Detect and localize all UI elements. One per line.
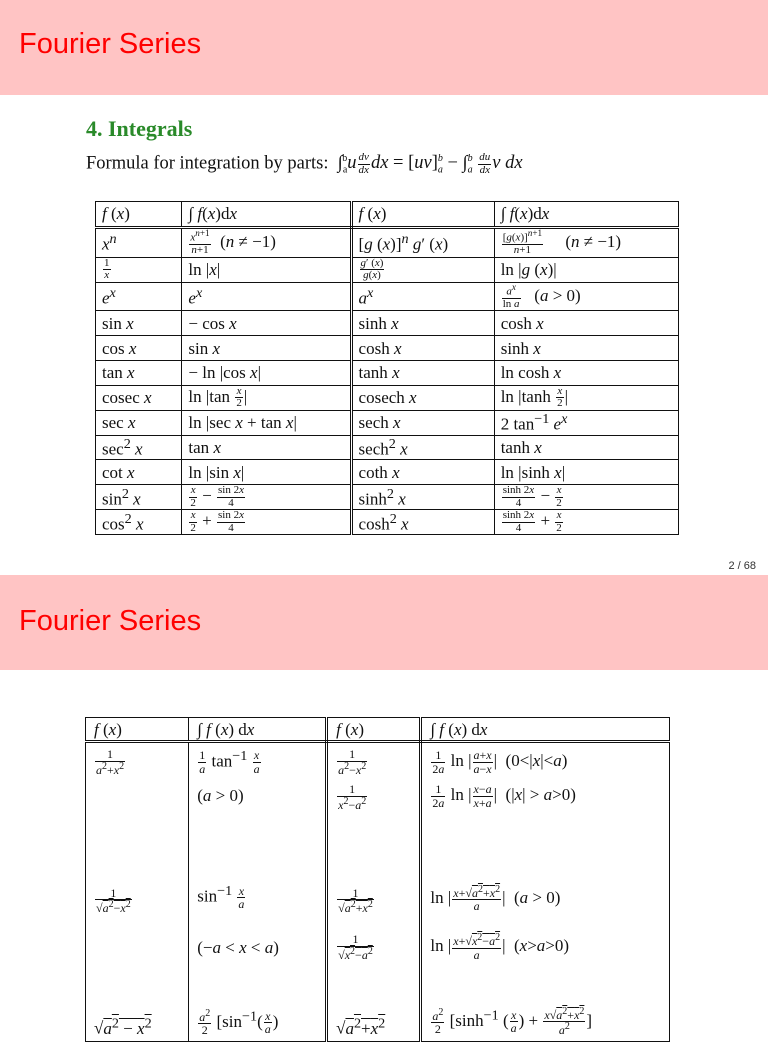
table-cell: sin x xyxy=(182,336,351,361)
table-cell: coth x xyxy=(351,460,494,485)
table-cell: $e^x$ xyxy=(182,282,351,311)
table-cell: cosh x xyxy=(494,311,678,336)
header-cell: f (x) xyxy=(96,202,182,228)
table-cell: $\frac{g' (x)}{g(x)}$ xyxy=(351,257,494,282)
table-cell: $\frac{x}{2}$ + $\frac{\sin 2x}{4}$ xyxy=(182,510,351,535)
table-cell: ln |sec x + tan x| xyxy=(182,410,351,435)
table-cell: $\sinh^2 x$ xyxy=(351,485,494,510)
table-row xyxy=(86,993,670,1042)
table-header-row xyxy=(96,202,679,228)
table-cell: $\frac{[g(x)]^{n+1}}{n+1}$ (n ≠ −1) xyxy=(494,227,678,257)
table-row xyxy=(96,510,679,535)
table-cell: $√a^2+x^2$ xyxy=(327,993,421,1042)
table-row xyxy=(96,227,679,257)
table-cell: $\frac{a^2}{2}$ [$\sin^{-1}$( $\frac{x}{a}$ ) xyxy=(189,993,327,1042)
table-cell: ln |sin x| xyxy=(182,460,351,485)
table-cell: $\sin^{-1}$ $\frac{x}{a}$ xyxy=(189,827,327,929)
formula-prefix: Formula for integration by parts: xyxy=(86,153,329,174)
table-row xyxy=(96,282,679,311)
table-cell: $\cosh^2 x$ xyxy=(351,510,494,535)
table-cell: $\frac{1}{√x^2-a^2}$ xyxy=(327,929,421,993)
header-cell: ∫ f(x)dx xyxy=(494,202,678,228)
table-cell: ln |tan $\frac{x}{2}$ | xyxy=(182,385,351,410)
table-header-row xyxy=(86,718,670,742)
table-cell: $x^n$ xyxy=(96,227,182,257)
table-row xyxy=(86,781,670,827)
table-cell: $\frac{a^x}{\text{ln a}}$ (a > 0) xyxy=(494,282,678,311)
table-cell: $\frac{1}{x^2-a^2}$ xyxy=(327,781,421,827)
table-cell: ln |tanh $\frac{x}{2}$ | xyxy=(494,385,678,410)
table-cell: $e^x$ xyxy=(96,282,182,311)
integrals-table-1 xyxy=(95,201,679,535)
table-cell: $\frac{1}{2a}$ ln | $\frac{x-a}{x+a}$ | (|x| > a>0) xyxy=(421,781,670,827)
table-row xyxy=(96,435,679,460)
section-title: 4. Integrals xyxy=(86,116,193,141)
table-cell: cosec x xyxy=(96,385,182,410)
table-cell: $\frac{a^2}{2}$ [$\sinh^{-1}$ ( $\frac{x}{a}$ ) + $\frac{x√a^2+x^2}{a^2}$ ] xyxy=(421,993,670,1042)
table-cell: sech$^2$ x xyxy=(351,435,494,460)
table-cell: cos x xyxy=(96,336,182,361)
table-row xyxy=(96,485,679,510)
table-row xyxy=(96,410,679,435)
table-cell: ln |sinh x| xyxy=(494,460,678,485)
table-cell: cosh x xyxy=(351,336,494,361)
slide-header xyxy=(0,575,768,670)
integrals-table-2 xyxy=(85,717,670,1042)
table-cell: sec x xyxy=(96,410,182,435)
table-cell: (a > 0) xyxy=(189,781,327,827)
table-row xyxy=(96,385,679,410)
table-cell xyxy=(86,929,189,993)
table-cell: cot x xyxy=(96,460,182,485)
table-cell: $\frac{x}{2}$ − $\frac{\sin 2x}{4}$ xyxy=(182,485,351,510)
table-cell xyxy=(86,781,189,827)
table-cell: $\frac{1}{a^2+x^2}$ xyxy=(86,742,189,782)
table-cell: sinh x xyxy=(494,336,678,361)
table-cell: 2 $\tan^{-1} e^x$ xyxy=(494,410,678,435)
table-row xyxy=(96,460,679,485)
table-cell: $\cos^2 x$ xyxy=(96,510,182,535)
header-cell: f (x) xyxy=(351,202,494,228)
page-number: 2 / 68 xyxy=(728,560,756,572)
header-cell: ∫ f(x)dx xyxy=(182,202,351,228)
table-cell: − cos x xyxy=(182,311,351,336)
header-cell: f (x) xyxy=(86,718,189,742)
table-cell: − ln |cos x| xyxy=(182,360,351,385)
table-row xyxy=(86,742,670,782)
table-cell: cosech x xyxy=(351,385,494,410)
table-row xyxy=(86,827,670,929)
slide-header xyxy=(0,0,768,95)
table-cell: $\frac{\sinh 2x}{4}$ + $\frac{x}{2}$ xyxy=(494,510,678,535)
table-cell: $\frac{1}{a}$ $\tan^{-1}$ $\frac{x}{a}$ xyxy=(189,742,327,782)
table-cell: $\sin^2 x$ xyxy=(96,485,182,510)
table-cell: tan x xyxy=(96,360,182,385)
table-cell: $\frac{x^{n+1}}{n+1}$ (n ≠ −1) xyxy=(182,227,351,257)
table-cell: tanh x xyxy=(351,360,494,385)
table-cell: $\frac{1}{2a}$ ln | $\frac{a+x}{a-x}$ | (0<|x|<a) xyxy=(421,742,670,782)
table-cell: $\frac{1}{x}$ xyxy=(96,257,182,282)
formula-math: $\int_a^bu$ $\frac{dv}{dx}$ dx = $[uv]_a^b - \int_a^b$ $\frac{du}{dx}$ v dx xyxy=(333,151,523,176)
table-row xyxy=(96,360,679,385)
table-cell: ln |x| xyxy=(182,257,351,282)
table-cell: $\frac{\sinh 2x}{4}$ − $\frac{x}{2}$ xyxy=(494,485,678,510)
table-cell: tanh x xyxy=(494,435,678,460)
table-row xyxy=(96,257,679,282)
table-cell: (−a < x < a) xyxy=(189,929,327,993)
table-cell: $\frac{1}{√a^2+x^2}$ xyxy=(327,827,421,929)
header-cell: ∫ f (x) dx xyxy=(421,718,670,742)
table-cell: $\frac{1}{√a^2-x^2}$ xyxy=(86,827,189,929)
table-cell: ln | $\frac{x+√x^2-a^2}{a}$ | (x>a>0) xyxy=(421,929,670,993)
table-row xyxy=(96,336,679,361)
table-cell: $\sec^2 x$ xyxy=(96,435,182,460)
table-cell: ln |g (x)| xyxy=(494,257,678,282)
table-cell: sinh x xyxy=(351,311,494,336)
table-cell: $a^x$ xyxy=(351,282,494,311)
table-cell: ln cosh x xyxy=(494,360,678,385)
table-cell: sin x xyxy=(96,311,182,336)
table-cell: tan x xyxy=(182,435,351,460)
integration-by-parts-formula xyxy=(86,152,523,176)
slide-title: Fourier Series xyxy=(19,605,202,637)
table-row xyxy=(86,929,670,993)
header-cell: ∫ f (x) dx xyxy=(189,718,327,742)
table-cell: sech x xyxy=(351,410,494,435)
table-cell: [g (x)]$^n$ g′ (x) xyxy=(351,227,494,257)
table-row xyxy=(96,311,679,336)
table-cell: ln | $\frac{x+√a^2+x^2}{a}$ | (a > 0) xyxy=(421,827,670,929)
table-cell: $√a^2 - x^2$ xyxy=(86,993,189,1042)
header-cell: f (x) xyxy=(327,718,421,742)
slide-title: Fourier Series xyxy=(19,28,202,60)
table-cell: $\frac{1}{a^2-x^2}$ xyxy=(327,742,421,782)
